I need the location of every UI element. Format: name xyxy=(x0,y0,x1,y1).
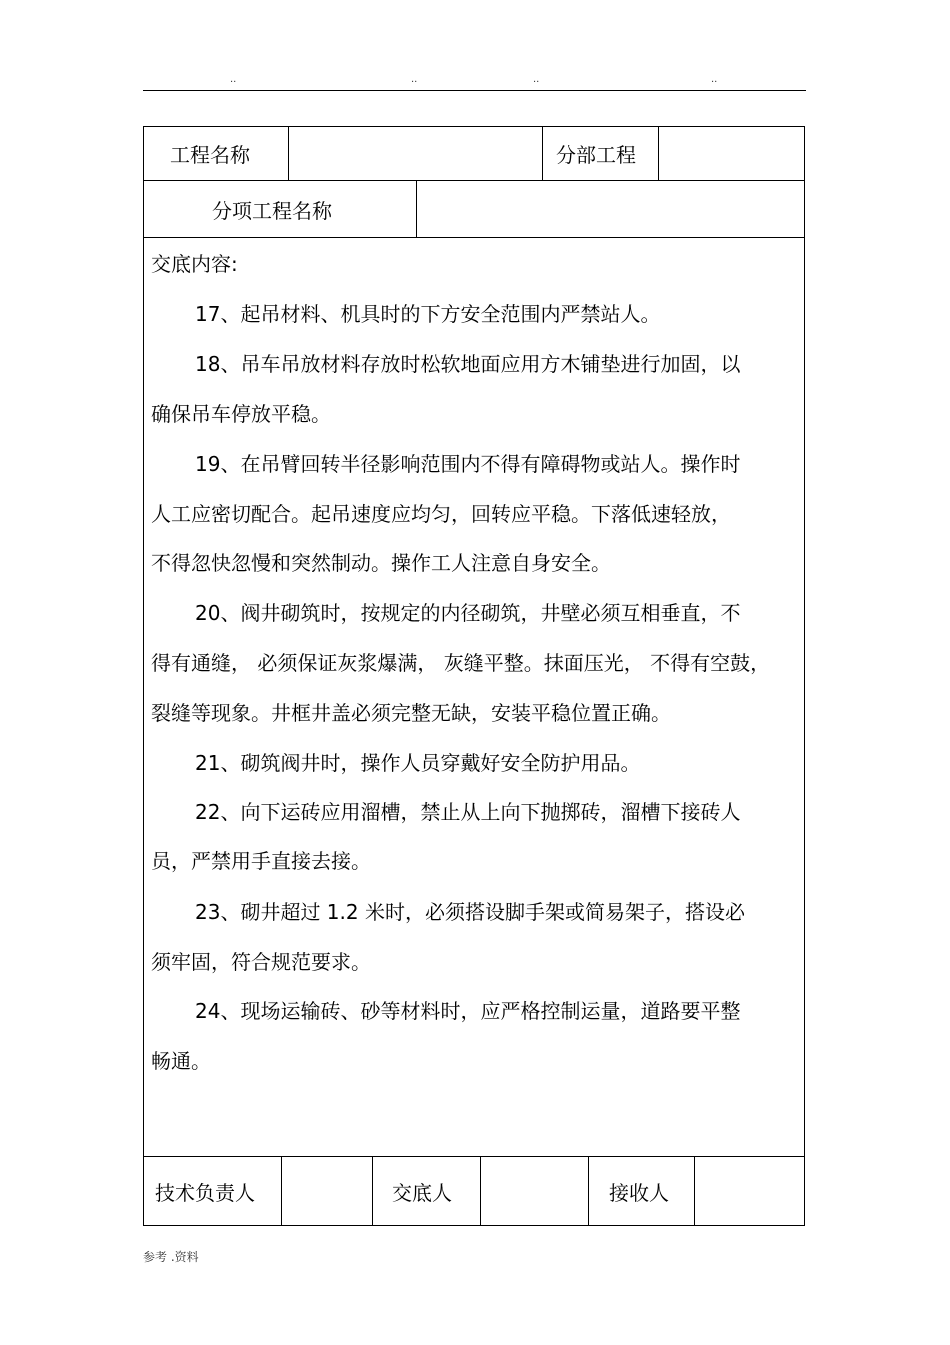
content-line: 21、砌筑阀井时，操作人员穿戴好安全防护用品。 xyxy=(195,751,641,775)
project-name-field[interactable] xyxy=(289,127,543,180)
content-line: 畅通。 xyxy=(151,1049,211,1073)
content-line: 18、吊车吊放材料存放时松软地面应用方木铺垫进行加固，以 xyxy=(195,352,741,376)
discloser-field[interactable] xyxy=(481,1157,589,1225)
content-line: 19、在吊臂回转半径影响范围内不得有障碍物或站人。操作时 xyxy=(195,452,741,476)
footer-note: 参考 .资料 xyxy=(143,1250,199,1264)
content-line: 须牢固，符合规范要求。 xyxy=(151,950,371,974)
disclosure-form xyxy=(143,126,805,1226)
subitem-label: 分项工程名称 xyxy=(144,181,417,237)
content-line: 得有通缝， 必须保证灰浆爆满， 灰缝平整。抹面压光， 不得有空鼓， xyxy=(151,651,771,675)
form-row-project xyxy=(144,127,804,181)
content-line: 24、现场运输砖、砂等材料时，应严格控制运量，道路要平整 xyxy=(195,999,741,1023)
content-line: 员，严禁用手直接去接。 xyxy=(151,849,371,873)
content-line: 20、阀井砌筑时，按规定的内径砌筑，井壁必须互相垂直，不 xyxy=(195,601,741,625)
content-line: 人工应密切配合。起吊速度应均匀，回转应平稳。下落低速轻放， xyxy=(151,502,731,526)
receiver-field[interactable] xyxy=(695,1157,804,1225)
project-name-label: 工程名称 xyxy=(144,127,289,180)
content-line: 22、向下运砖应用溜槽，禁止从上向下抛掷砖，溜槽下接砖人 xyxy=(195,800,741,824)
content-line: 23、砌井超过 1.2 米时，必须搭设脚手架或简易架子，搭设必 xyxy=(195,900,745,924)
form-row-subitem xyxy=(144,181,804,238)
division-field[interactable] xyxy=(659,127,804,180)
content-line: 裂缝等现象。井框井盖必须完整无缺，安装平稳位置正确。 xyxy=(151,701,671,725)
content-line: 17、起吊材料、机具时的下方安全范围内严禁站人。 xyxy=(195,302,661,326)
tech-lead-label: 技术负责人 xyxy=(144,1157,282,1225)
header-dot: .. xyxy=(411,74,418,85)
header-dot: .. xyxy=(711,74,718,85)
header-dot: .. xyxy=(533,74,540,85)
content-label: 交底内容: xyxy=(151,252,238,276)
subitem-field[interactable] xyxy=(417,181,804,237)
tech-lead-field[interactable] xyxy=(282,1157,373,1225)
disclosure-content xyxy=(144,238,804,1157)
content-line: 不得忽快忽慢和突然制动。操作工人注意自身安全。 xyxy=(151,551,611,575)
content-line: 确保吊车停放平稳。 xyxy=(151,402,331,426)
header-dot: .. xyxy=(230,74,237,85)
discloser-label: 交底人 xyxy=(373,1157,481,1225)
division-label: 分部工程 xyxy=(543,127,659,180)
form-row-signatures xyxy=(144,1157,804,1225)
header-rule xyxy=(143,90,806,91)
receiver-label: 接收人 xyxy=(589,1157,695,1225)
